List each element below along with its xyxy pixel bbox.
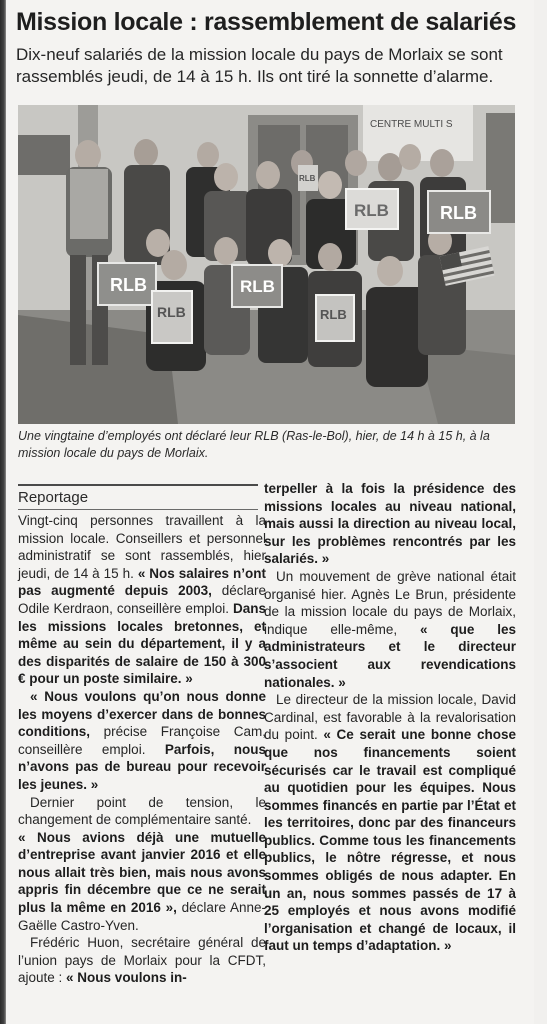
- paragraph: Frédéric Huon, secrétaire général de l’union pays de Morlaix pour la CFDT, ajoute : « Nous voulons in-: [18, 935, 266, 986]
- paragraph: Dernier point de tension, le changement de complémentaire santé.: [18, 794, 266, 828]
- deck: Dix-neuf salariés de la mission locale du pays de Morlaix se sont rassemblés jeudi, de 14 à 15 h. Ils ont tiré la sonnette d’alarme.: [16, 45, 503, 86]
- rlb-sign: RLB: [157, 304, 186, 320]
- paragraph: « Nous avions déjà une mutuelle d’entreprise avant janvier 2016 et elle nous allait très bien, mais nous avons appris fin décembre que ce ne serait plus la même en 2016 », déclare Anne-Gaëlle Castro-Yven.: [18, 829, 266, 933]
- paragraph: terpeller à la fois la présidence des missions locales au niveau national, mais aussi la direction au niveau local, sur les problèmes rencontrés par les salariés. »: [264, 481, 516, 567]
- article-photo: [18, 105, 515, 424]
- rlb-sign: RLB: [240, 277, 275, 296]
- photo-caption: Une vingtaine d’employés ont déclaré leur RLB (Ras-le-Bol), hier, de 14 h à 15 h, à la mission locale du pays de Morlaix.: [18, 429, 490, 460]
- paragraph: Le directeur de la mission locale, David Cardinal, est favorable à la revalorisation du point. « Ce serait une bonne chose que nos financements soient sécurisés car le travail est compliqué au quotidien pour les équipes. Nous sommes financés en partie par l’État et les territoires, donc par des financeurs publics. Comme tous les financements publics, le nôtre régresse, et nous sommes obligés de nous adapter. En un an, nous sommes passés de 17 à 25 employés et nous avons modifié l’organisation et changé de locaux, il faut un temps d’adaptation. »: [264, 692, 516, 954]
- rlb-sign: RLB: [320, 307, 347, 322]
- rlb-sign: RLB: [354, 201, 389, 220]
- paragraph: « Nous voulons qu’on nous donne les moyens d’exercer dans de bonnes conditions, précise Françoise Cam, conseillère emploi. Parfois, nous n’avons pas de bureau pour recevoir les jeunes. »: [18, 688, 266, 792]
- article-column-right: [264, 480, 516, 955]
- paragraph: Vingt-cinq personnes travaillent à la mission locale. Conseillers et personnel administratif se sont rassemblés, hier jeudi, de 14 à 15 h. « Nos salaires n’ont pas augmenté depuis 2003, déclare Odile Kerdraon, conseillère emploi. Dans les missions locales bretonnes, et même au sein du département, il y a des disparités de salaire de 150 à 300 € pour un poste similaire. »: [18, 513, 267, 687]
- article-column-left: [18, 512, 266, 987]
- paragraph: Un mouvement de grève national était organisé hier. Agnès Le Brun, présidente de la mission locale du pays de Morlaix, indique elle-même, « que les administrateurs et le directeur s’associent aux revendications nationales. »: [264, 568, 516, 690]
- headline: Mission locale : rassemblement de salariés: [16, 8, 517, 36]
- rubric-rule-top: [18, 484, 258, 486]
- rubric-rule-bottom: [18, 509, 258, 510]
- rlb-sign: RLB: [440, 203, 477, 223]
- rlb-sign: RLB: [299, 174, 316, 183]
- building-sign: CENTRE MULTI S: [370, 119, 453, 130]
- rubric-label: Reportage: [18, 489, 89, 506]
- rlb-sign: RLB: [110, 275, 147, 295]
